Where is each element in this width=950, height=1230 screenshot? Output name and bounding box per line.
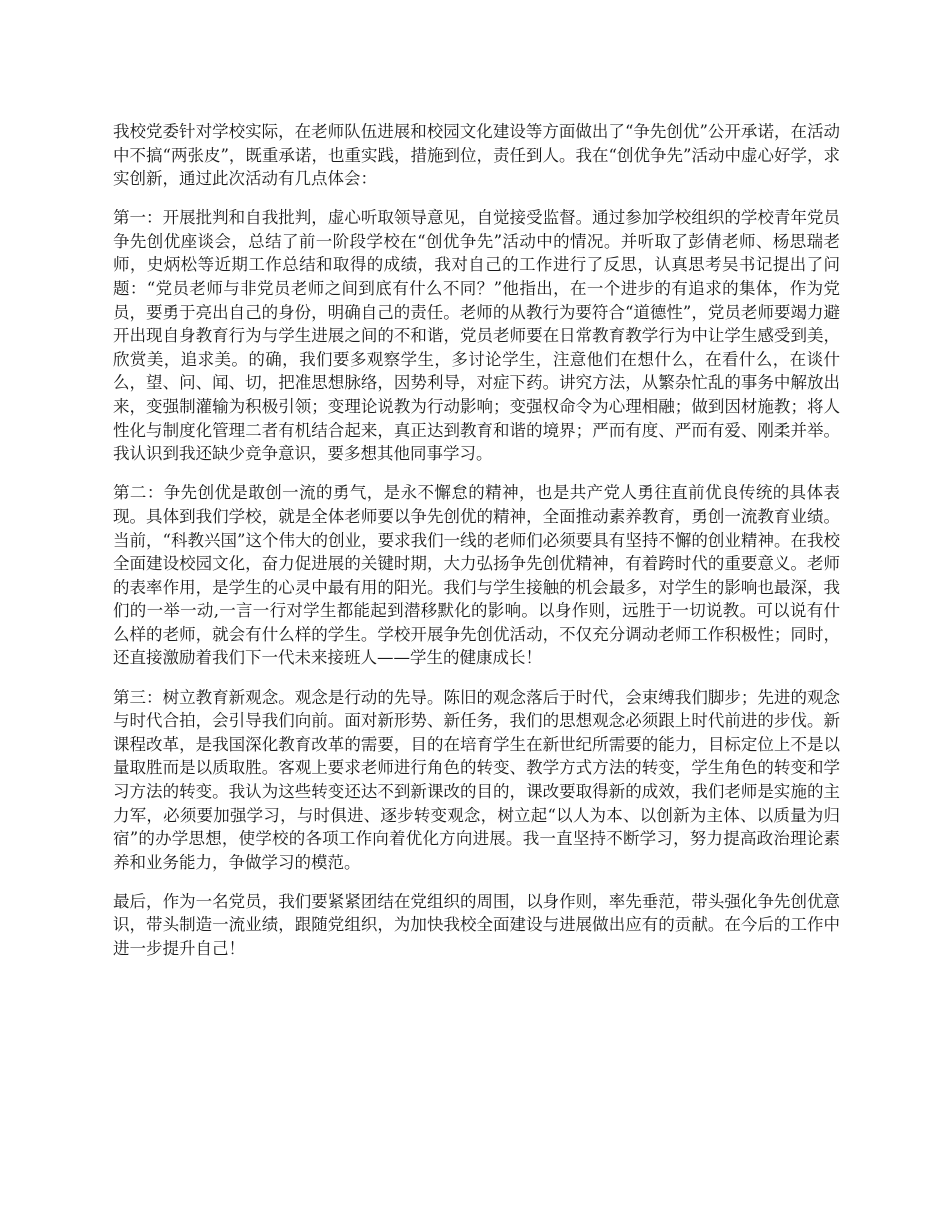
paragraph-intro: 我校党委针对学校实际，在老师队伍进展和校园文化建设等方面做出了“争先创优”公开承诺，在活动中不搞“两张皮”，既重承诺，也重实践，措施到位，责任到人。我在“创优争先”活动中虚心好学，求实创新，通过此次活动有几点体会：: [113, 122, 840, 189]
paragraph-first: 第一：开展批判和自我批判，虚心听取领导意见，自觉接受监督。通过参加学校组织的学校青年党员争先创优座谈会，总结了前一阶段学校在“创优争先”活动中的情况。并听取了彭倩老师、杨思瑞老师，史炳松等近期工作总结和取得的成绩，我对自己的工作进行了反思，认真思考吴书记提出了问题：“党员老师与非党员老师之间到底有什么不同？”他指出，在一个进步的有追求的集体，作为党员，要勇于亮出自己的身份，明确自己的责任。老师的从教行为要符合“道德性”，党员老师要竭力避开出现自身教育行为与学生进展之间的不和谐，党员老师要在日常教育教学行为中让学生感受到美，欣赏美，追求美。的确，我们要多观察学生，多讨论学生，注意他们在想什么，在看什么，在谈什么，望、问、闻、切，把准思想脉络，因势利导，对症下药。讲究方法，从繁杂忙乱的事务中解放出来，变强制灌输为积极引领；变理论说教为行动影响；变强权命令为心理相融；做到因材施教；将人性化与制度化管理二者有机结合起来，真正达到教育和谐的境界；严而有度、严而有爱、刚柔并举。我认识到我还缺少竞争意识，要多想其他同事学习。: [113, 208, 840, 464]
paragraph-second: 第二：争先创优是敢创一流的勇气，是永不懈怠的精神，也是共产党人勇往直前优良传统的具体表现。具体到我们学校，就是全体老师要以争先创优的精神，全面推动素养教育，勇创一流教育业绩。当前，“科教兴国”这个伟大的创业，要求我们一线的老师们必须要具有坚持不懈的创业精神。在我校全面建设校园文化，奋力促进展的关键时期，大力弘扬争先创优精神，有着跨时代的重要意义。老师的表率作用，是学生的心灵中最有用的阳光。我们与学生接触的机会最多，对学生的影响也最深，我们的一举一动,一言一行对学生都能起到潜移默化的影响。以身作则，远胜于一切说教。可以说有什么样的老师，就会有什么样的学生。学校开展争先创优活动，不仅充分调动老师工作积极性；同时，还直接激励着我们下一代未来接班人——学生的健康成长！: [113, 483, 840, 668]
document-body: [113, 120, 840, 976]
paragraph-conclusion: 最后，作为一名党员，我们要紧紧团结在党组织的周围，以身作则，率先垂范，带头强化争先创优意识，带头制造一流业绩，跟随党组织，为加快我校全面建设与进展做出应有的贡献。在今后的工作中进一步提升自己！: [113, 891, 840, 958]
paragraph-third: 第三：树立教育新观念。观念是行动的先导。陈旧的观念落后于时代，会束缚我们脚步；先进的观念与时代合拍，会引导我们向前。面对新形势、新任务，我们的思想观念必须跟上时代前进的步伐。新课程改革，是我国深化教育改革的需要，目的在培育学生在新世纪所需要的能力，目标定位上不是以量取胜而是以质取胜。客观上要求老师进行角色的转变、教学方式方法的转变，学生角色的转变和学习方法的转变。我认为这些转变还达不到新课改的目的，课改要取得新的成效，我们老师是实施的主力军，必须要加强学习，与时俱进、逐步转变观念，树立起“以人为本、以创新为主体、以质量为归宿”的办学思想，使学校的各项工作向着优化方向进展。我一直坚持不断学习，努力提高政治理论素养和业务能力，争做学习的模范。: [113, 687, 840, 872]
